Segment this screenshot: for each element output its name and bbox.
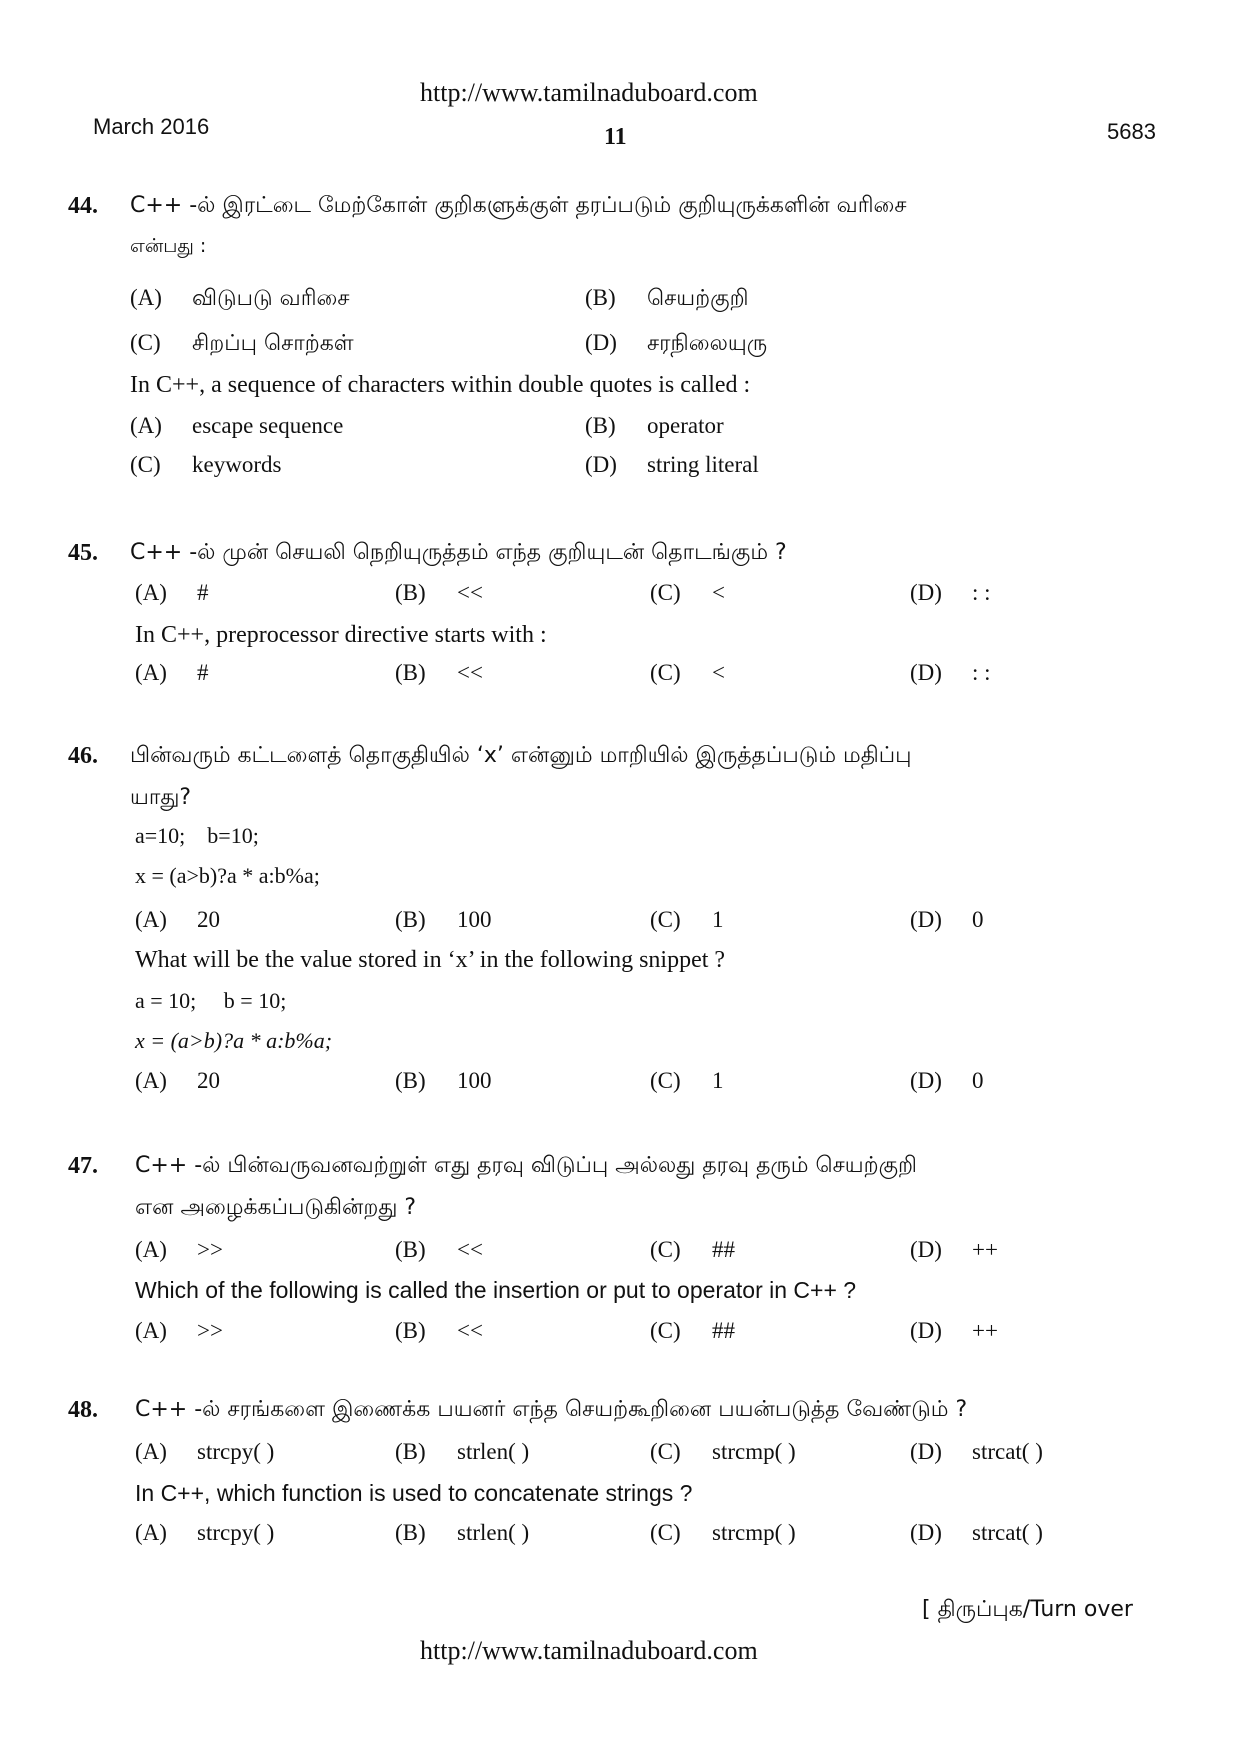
option-b-tamil: (B) strlen( ) [395,1439,530,1464]
option-c-english: (C) ## [650,1318,735,1343]
option-c-english: (C) strcmp( ) [650,1520,796,1545]
option-d-tamil: (D) சரநிலையுரு [585,330,768,356]
question-tamil-line: C++ -ல் இரட்டை மேற்கோள் குறிகளுக்குள் தரப்படும் குறியுருக்களின் வரிசை [130,193,907,218]
question-number: 46. [68,743,98,769]
code-line: a = 10; b = 10; [135,988,287,1013]
option-d-tamil: (D) ++ [910,1237,998,1262]
option-d-tamil: (D) 0 [910,907,984,932]
option-c-tamil: (C) < [650,580,725,605]
option-d-english: (D) ++ [910,1318,998,1343]
option-d-tamil: (D) : : [910,580,991,605]
question-tamil-line: யாது? [130,785,192,810]
option-a-tamil: (A) strcpy( ) [135,1439,275,1464]
paper-code: 5683 [1107,119,1156,144]
question-tamil-line: C++ -ல் பின்வருவனவற்றுள் எது தரவு விடுப்பு அல்லது தரவு தரும் செயற்குறி [135,1153,917,1178]
option-a-english: (A) strcpy( ) [135,1520,275,1545]
option-d-english: (D) : : [910,660,991,685]
option-d-english: (D) strcat( ) [910,1520,1043,1545]
option-b-tamil: (B) 100 [395,907,492,932]
question-tamil: C++ -ல் முன் செயலி நெறியுருத்தம் எந்த குறியுடன் தொடங்கும் ? [130,540,787,565]
option-a-english: (A) 20 [135,1068,220,1093]
option-c-tamil: (C) சிறப்பு சொற்கள் [130,330,354,356]
header-url: http://www.tamilnaduboard.com [420,78,758,107]
option-a-tamil: (A) 20 [135,907,220,932]
turn-over-label: [ திருப்புக/Turn over [922,1597,1133,1622]
code-line: x = (a>b)?a * a:b%a; [135,1028,333,1053]
option-a-english: (A) >> [135,1318,223,1343]
question-english: Which of the following is called the insertion or put to operator in C++ ? [135,1277,857,1303]
option-a-english: (A) # [135,660,209,685]
option-c-english: (C) 1 [650,1068,724,1093]
option-d-english: (D) string literal [585,452,759,477]
question-number: 44. [68,193,98,219]
option-b-english: (B) strlen( ) [395,1520,530,1545]
option-b-english: (B) << [395,1318,483,1343]
option-c-tamil: (C) ## [650,1237,735,1262]
option-a-tamil: (A) >> [135,1237,223,1262]
question-tamil-line: பின்வரும் கட்டளைத் தொகுதியில் ‘x’ என்னும் மாறியில் இருத்தப்படும் மதிப்பு [130,743,912,768]
option-b-english: (B) 100 [395,1068,492,1093]
question-tamil-line: என்பது : [130,235,207,257]
option-c-tamil: (C) 1 [650,907,724,932]
option-d-tamil: (D) strcat( ) [910,1439,1043,1464]
question-number: 47. [68,1153,98,1179]
question-english: In C++, preprocessor directive starts with : [135,622,547,648]
question-english: In C++, a sequence of characters within double quotes is called : [130,372,751,398]
question-english: In C++, which function is used to concatenate strings ? [135,1480,693,1506]
question-english: What will be the value stored in ‘x’ in the following snippet ? [135,947,726,973]
option-b-tamil: (B) << [395,1237,483,1262]
option-a-tamil: (A) # [135,580,209,605]
option-c-tamil: (C) strcmp( ) [650,1439,796,1464]
code-line: x = (a>b)?a * a:b%a; [135,863,320,888]
option-b-tamil: (B) செயற்குறி [585,285,749,311]
option-c-english: (C) keywords [130,452,282,477]
option-a-english: (A) escape sequence [130,413,344,438]
footer-url: http://www.tamilnaduboard.com [420,1636,758,1665]
code-line: a=10; b=10; [135,823,259,848]
option-b-english: (B) operator [585,413,724,438]
question-number: 45. [68,540,98,566]
question-tamil-line: என அழைக்கப்படுகின்றது ? [135,1195,417,1220]
option-b-english: (B) << [395,660,483,685]
question-tamil: C++ -ல் சரங்களை இணைக்க பயனர் எந்த செயற்கூறினை பயன்படுத்த வேண்டும் ? [135,1397,968,1422]
option-a-tamil: (A) விடுபடு வரிசை [130,285,350,311]
option-c-english: (C) < [650,660,725,685]
question-number: 48. [68,1397,98,1423]
exam-date: March 2016 [93,114,210,139]
page-number: 11 [604,124,627,150]
option-d-english: (D) 0 [910,1068,984,1093]
option-b-tamil: (B) << [395,580,483,605]
